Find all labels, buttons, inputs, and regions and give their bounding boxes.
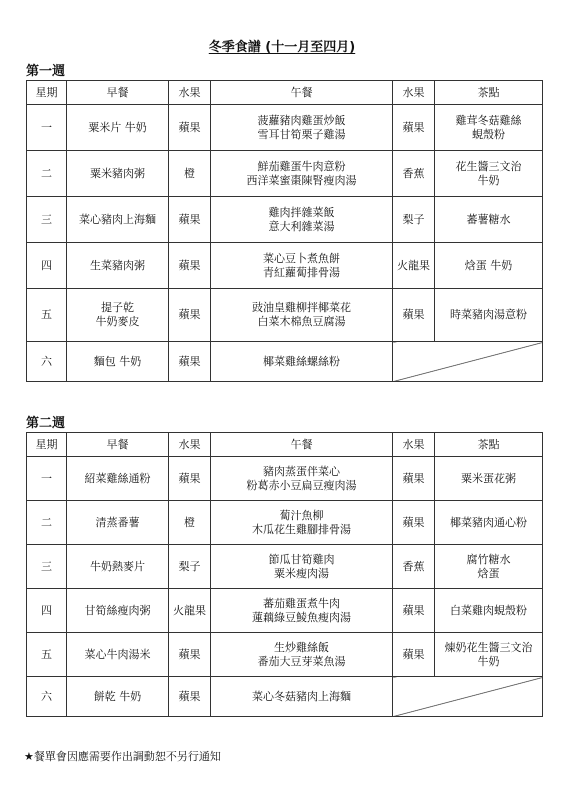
lunch-cell (211, 105, 393, 151)
lunch-cell-line: 生炒雞絲飯 (274, 640, 329, 654)
day-cell: 五 (27, 633, 67, 677)
header-breakfast: 早餐 (67, 81, 169, 105)
snack-cell-line: 煉奶花生醬三文治 (444, 640, 533, 654)
week-1-body (27, 105, 543, 382)
day-cell: 二 (27, 151, 67, 197)
fruit-pm-cell: 香蕉 (393, 545, 435, 589)
lunch-cell-line: 粟米瘦肉湯 (274, 566, 329, 580)
header-lunch: 午餐 (211, 433, 393, 457)
breakfast-cell-line: 菜心牛肉湯米 (84, 647, 151, 661)
table-row (27, 589, 543, 633)
snack-cell-line: 椰菜豬肉通心粉 (450, 515, 527, 529)
lunch-cell-line: 菠蘿豬肉雞蛋炒飯 (257, 113, 346, 127)
breakfast-cell-line: 甘筍絲瘦肉粥 (84, 603, 151, 617)
snack-cell-line: 花生醬三文治 (455, 159, 522, 173)
lunch-cell-line: 節瓜甘筍雞肉 (268, 552, 335, 566)
breakfast-cell-line: 提子乾 (101, 301, 134, 314)
table-row (27, 289, 543, 342)
snack-cell (435, 589, 543, 633)
lunch-cell-line: 蕃茄雞蛋煮牛肉 (263, 596, 340, 610)
snack-cell (435, 289, 543, 342)
breakfast-cell-line: 清蒸番薯 (95, 515, 140, 529)
page-title-text: 冬季食譜 (十一月至四月) (208, 40, 356, 55)
snack-cell (435, 197, 543, 243)
snack-cell-line: 白菜雞肉蜆殼粉 (450, 603, 527, 617)
breakfast-cell (67, 342, 169, 382)
week-1-label: 第一週 (26, 64, 66, 79)
header-snack: 茶點 (435, 433, 543, 457)
day-cell: 二 (27, 501, 67, 545)
lunch-cell-line: 鮮茄雞蛋牛肉意粉 (257, 159, 346, 173)
snack-cell (435, 243, 543, 289)
breakfast-cell-line: 粟米豬肉粥 (90, 166, 145, 180)
snack-cell (435, 545, 543, 589)
week-2-label: 第二週 (26, 416, 66, 431)
breakfast-cell (67, 151, 169, 197)
day-cell: 一 (27, 457, 67, 501)
fruit-am-cell: 蘋果 (169, 105, 211, 151)
fruit-am-cell: 蘋果 (169, 243, 211, 289)
fruit-am-cell: 橙 (169, 151, 211, 197)
lunch-cell-line: 西洋菜蜜棗陳腎瘦肉湯 (246, 173, 357, 187)
snack-cell-line: 粟米蛋花粥 (461, 471, 516, 485)
lunch-cell-line: 菜心冬菇豬肉上海麵 (252, 689, 351, 703)
table-row (27, 243, 543, 289)
snack-cell-line: 焓蛋 (477, 566, 500, 580)
breakfast-cell (67, 633, 169, 677)
fruit-pm-cell: 香蕉 (393, 151, 435, 197)
header-lunch: 午餐 (211, 81, 393, 105)
day-cell: 五 (27, 289, 67, 342)
lunch-cell (211, 197, 393, 243)
week-2-menu-table (26, 432, 543, 717)
snack-cell (435, 151, 543, 197)
fruit-am-cell: 蘋果 (169, 457, 211, 501)
lunch-cell-line: 蓮藕綠豆鯪魚瘦肉湯 (252, 610, 351, 624)
lunch-cell (211, 243, 393, 289)
fruit-pm-cell: 蘋果 (393, 633, 435, 677)
header-row (27, 81, 543, 105)
empty-diagonal-cell (393, 677, 543, 717)
snack-cell-line: 牛奶 (477, 654, 500, 668)
breakfast-cell (67, 289, 169, 342)
footnote: ★餐單會因應需要作出調動恕不另行通知 (24, 750, 221, 763)
day-cell: 一 (27, 105, 67, 151)
breakfast-cell-line: 生菜豬肉粥 (90, 258, 145, 272)
week-1-menu-table (26, 80, 543, 382)
lunch-cell (211, 589, 393, 633)
snack-cell (435, 457, 543, 501)
lunch-cell (211, 342, 393, 382)
snack-cell-line: 焓蛋 牛奶 (464, 258, 513, 272)
snack-cell-line: 蕃薯糖水 (466, 212, 511, 226)
table-row (27, 197, 543, 243)
header-day: 星期 (27, 81, 67, 105)
snack-cell (435, 105, 543, 151)
breakfast-cell (67, 243, 169, 289)
lunch-cell-line: 菜心豆卜煮魚餅 (263, 251, 340, 265)
header-snack: 茶點 (435, 81, 543, 105)
header-day: 星期 (27, 433, 67, 457)
fruit-am-cell: 蘋果 (169, 289, 211, 342)
table-row (27, 501, 543, 545)
header-fruit-am: 水果 (169, 433, 211, 457)
snack-cell (435, 633, 543, 677)
lunch-cell (211, 289, 393, 342)
fruit-pm-cell: 蘋果 (393, 105, 435, 151)
fruit-am-cell: 蘋果 (169, 633, 211, 677)
breakfast-cell (67, 105, 169, 151)
fruit-am-cell: 蘋果 (169, 342, 211, 382)
lunch-cell (211, 501, 393, 545)
table-row (27, 105, 543, 151)
lunch-cell-line: 雞肉拌雜菜飯 (268, 205, 335, 219)
breakfast-cell (67, 677, 169, 717)
fruit-am-cell: 蘋果 (169, 197, 211, 243)
fruit-am-cell: 梨子 (169, 545, 211, 589)
fruit-am-cell: 蘋果 (169, 677, 211, 717)
fruit-pm-cell: 蘋果 (393, 589, 435, 633)
table-row (27, 151, 543, 197)
breakfast-cell (67, 589, 169, 633)
breakfast-cell (67, 457, 169, 501)
breakfast-cell-line: 粟米片 牛奶 (88, 120, 147, 134)
lunch-cell (211, 151, 393, 197)
breakfast-cell-line: 牛奶麥皮 (95, 315, 140, 328)
day-cell: 三 (27, 197, 67, 243)
lunch-cell-line: 豉油皇雞柳拌椰菜花 (252, 301, 351, 314)
snack-cell (435, 501, 543, 545)
table-row (27, 457, 543, 501)
lunch-cell-line: 木瓜花生雞腳排骨湯 (252, 522, 351, 536)
page-title (0, 36, 564, 55)
lunch-cell-line: 雪耳甘筍栗子雞湯 (257, 127, 346, 141)
table-row (27, 342, 543, 382)
fruit-pm-cell: 梨子 (393, 197, 435, 243)
header-fruit-pm: 水果 (393, 81, 435, 105)
breakfast-cell-line: 紹菜雞絲通粉 (84, 471, 151, 485)
snack-cell-line: 腐竹糖水 (466, 552, 511, 566)
lunch-cell (211, 545, 393, 589)
fruit-pm-cell: 蘋果 (393, 289, 435, 342)
day-cell: 六 (27, 677, 67, 717)
header-row (27, 433, 543, 457)
table-row (27, 633, 543, 677)
header-fruit-pm: 水果 (393, 433, 435, 457)
lunch-cell-line: 豬肉蒸蛋伴菜心 (263, 464, 340, 478)
table-row (27, 545, 543, 589)
day-cell: 三 (27, 545, 67, 589)
snack-cell-line: 蜆殼粉 (472, 127, 505, 141)
snack-cell-line: 牛奶 (477, 173, 500, 187)
breakfast-cell (67, 197, 169, 243)
fruit-pm-cell: 蘋果 (393, 457, 435, 501)
snack-cell-line: 時菜豬肉湯意粉 (450, 308, 527, 321)
breakfast-cell-line: 牛奶熱麥片 (90, 559, 145, 573)
lunch-cell-line: 番茄大豆芽菜魚湯 (257, 654, 346, 668)
lunch-cell-line: 蔔汁魚柳 (279, 508, 324, 522)
breakfast-cell-line: 餅乾 牛奶 (93, 689, 142, 703)
table-row (27, 677, 543, 717)
breakfast-cell-line: 菜心豬肉上海麵 (79, 212, 156, 226)
lunch-cell-line: 粉葛赤小豆扁豆瘦肉湯 (246, 478, 357, 492)
breakfast-cell (67, 545, 169, 589)
day-cell: 六 (27, 342, 67, 382)
breakfast-cell (67, 501, 169, 545)
fruit-pm-cell: 蘋果 (393, 501, 435, 545)
empty-diagonal-cell (393, 342, 543, 382)
day-cell: 四 (27, 589, 67, 633)
lunch-cell-line: 白菜木棉魚豆腐湯 (257, 315, 346, 328)
header-breakfast: 早餐 (67, 433, 169, 457)
lunch-cell-line: 意大利雜菜湯 (268, 219, 335, 233)
lunch-cell (211, 457, 393, 501)
lunch-cell (211, 633, 393, 677)
day-cell: 四 (27, 243, 67, 289)
header-fruit-am: 水果 (169, 81, 211, 105)
fruit-pm-cell: 火龍果 (393, 243, 435, 289)
lunch-cell-line: 椰菜雞絲螺絲粉 (263, 354, 340, 368)
week-2-body (27, 457, 543, 717)
fruit-am-cell: 橙 (169, 501, 211, 545)
lunch-cell-line: 青紅蘿蔔排骨湯 (263, 265, 340, 279)
fruit-am-cell: 火龍果 (169, 589, 211, 633)
snack-cell-line: 雞茸冬菇雞絲 (455, 113, 522, 127)
breakfast-cell-line: 麵包 牛奶 (93, 354, 142, 368)
lunch-cell (211, 677, 393, 717)
